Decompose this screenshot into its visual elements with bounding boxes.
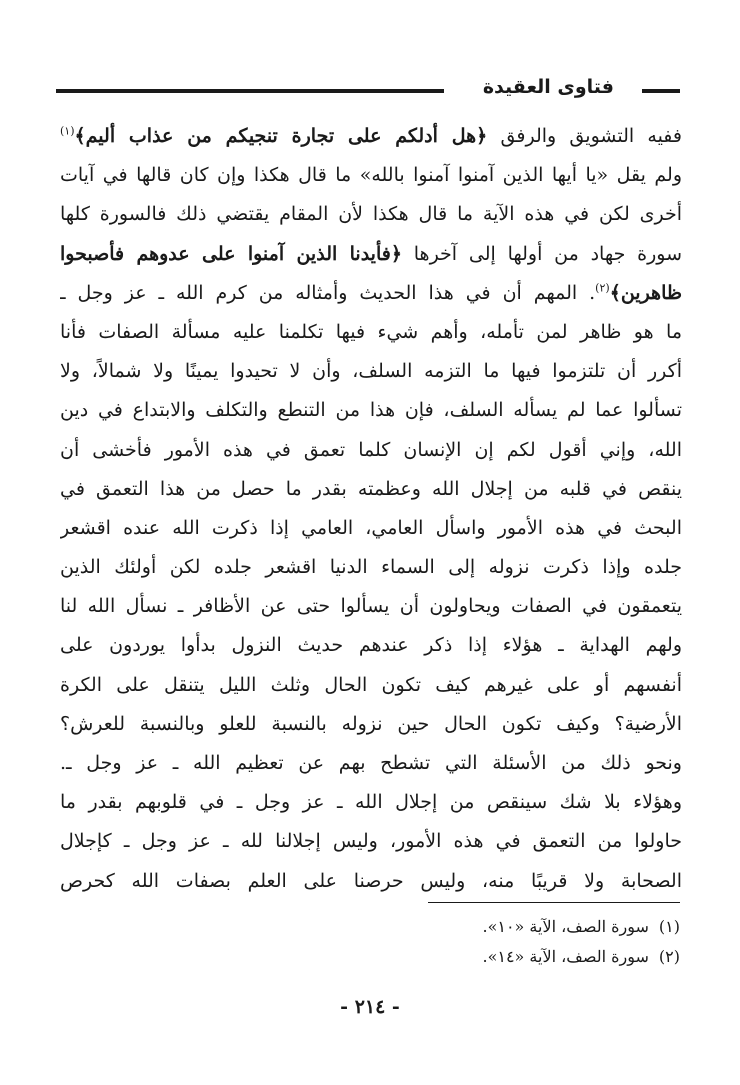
header-rule bbox=[56, 89, 444, 93]
text-line: حاولوا من التعمق في هذه الأمور، وليس إجلالنا لله ـ عز وجل ـ كإجلال bbox=[60, 830, 682, 853]
text-line: أخرى لكن في هذه الآية ما قال هكذا لأن المقام يقتضي ذلك فالسورة كلها bbox=[60, 203, 682, 226]
text-line: أنفسهم أو على غيرهم كيف تكون الحال وثلث الليل يتنقل على الكرة bbox=[60, 673, 682, 696]
footnote-divider bbox=[428, 902, 680, 903]
footnote-number: (١) bbox=[658, 917, 680, 936]
text-line: ولهم الهداية ـ هؤلاء إذا ذكر عندهم حديث النزول بدأوا يوردون على bbox=[60, 634, 682, 657]
text-line: سورة جهاد من أولها إلى آخرها ﴿فأيدنا الذين آمنوا على عدوهم فأصبحوا bbox=[60, 242, 682, 265]
text-line: ونحو ذلك من الأسئلة التي تشطح بهم عن تعظيم الله ـ عز وجل ـ. bbox=[60, 752, 682, 774]
text-line: تسألوا عما لم يسأله السلف، فإن هذا من التنطع والتكلف والابتداع في دين bbox=[60, 399, 682, 422]
text-line: الأرضية؟ وكيف تكون الحال حين نزوله بالنسبة للعلو وبالنسبة للعرش؟ bbox=[60, 712, 682, 735]
text-line: وهؤلاء بلا شك سينقص من إجلال الله ـ عز وجل ـ في قلوبهم بقدر ما bbox=[60, 791, 682, 814]
footnote-ref: (٢) bbox=[595, 281, 610, 295]
text-line: الله، وإني أقول لكم إن الإنسان كلما تعمق في هذه الأمور فأخشى أن bbox=[60, 438, 682, 461]
body-text bbox=[60, 117, 682, 901]
footnote-number: (٢) bbox=[658, 947, 680, 966]
footnote bbox=[80, 942, 680, 972]
text-line: ظاهرين﴾$^{(٢)}$. المهم أن في هذا الحديث وأمثاله من كرم الله ـ عز وجل ـ bbox=[60, 281, 682, 304]
page-number: - ٢١٤ - bbox=[340, 996, 400, 1018]
text-line: ففيه التشويق والرفق ﴿هل أدلكم على تجارة تنجيكم من عذاب أليم﴾$^{(١)}$ bbox=[60, 124, 682, 147]
header-dash bbox=[642, 89, 680, 93]
text-line: ما هو ظاهر لمن تأمله، وأهم شيء فيها تكلمنا عليه مسألة الصفات فأنا bbox=[60, 320, 682, 343]
quran-quote: ﴿فأيدنا الذين آمنوا على عدوهم فأصبحوا bbox=[60, 242, 402, 265]
running-header bbox=[56, 74, 680, 104]
footnote-ref: (١) bbox=[60, 124, 75, 138]
text-line: ينقص في قلبه من إجلال الله وعظمته بقدر ما حصل من هذا التعمق في bbox=[60, 477, 682, 500]
footnote bbox=[80, 912, 680, 942]
text-line: أكرر أن تلتزموا فيها ما التزمه السلف، وأن لا تحيدوا يمينًا ولا شمالاً، ولا bbox=[60, 360, 682, 383]
footnote-text: سورة الصف، الآية «١٤». bbox=[482, 947, 649, 966]
quran-quote: ﴿هل أدلكم على تجارة تنجيكم من عذاب أليم﴾ bbox=[74, 125, 488, 147]
text-line: ولم يقل «يا أيها الذين آمنوا آمنوا بالله» ما قال هكذا وإن كان قالها في آيات bbox=[60, 164, 682, 187]
header-title: فتاوى العقيدة bbox=[482, 76, 614, 98]
text-line: يتعمقون في الصفات ويحاولون أن يسألوا حتى عن الأظافر ـ نسأل الله لنا bbox=[60, 595, 682, 618]
text-line: جلده وإذا ذكرت نزوله إلى السماء الدنيا اقشعر جلده لكن أولئك الذين bbox=[60, 556, 682, 579]
footnotes bbox=[80, 912, 680, 972]
text-line: الصحابة ولا قريبًا منه، وليس حرصنا على العلم بصفات الله كحرص bbox=[60, 869, 682, 892]
text-line: البحث في هذه الأمور واسأل العامي، العامي إذا ذكرت الله عنده اقشعر bbox=[60, 516, 682, 539]
footnote-text: سورة الصف، الآية «١٠». bbox=[482, 917, 649, 936]
quran-quote: ظاهرين﴾ bbox=[609, 281, 682, 304]
